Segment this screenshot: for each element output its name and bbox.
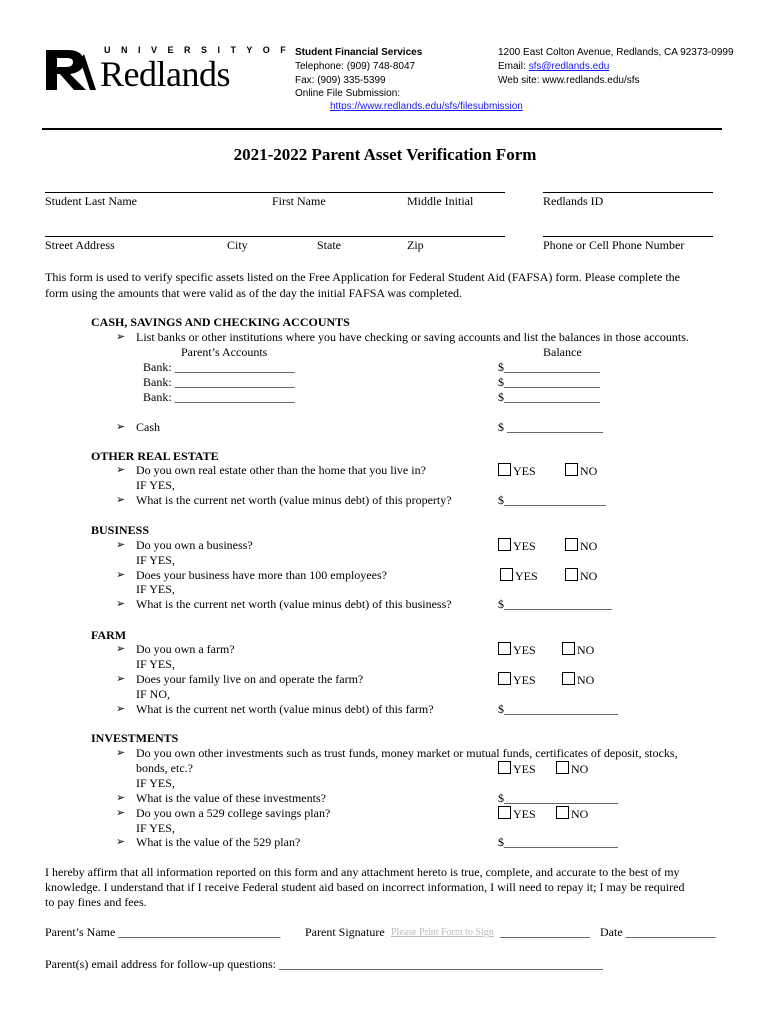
yes-label: YES [515,569,538,583]
checkbox[interactable] [562,642,575,655]
no-label: NO [580,569,598,583]
label-last-name: Student Last Name [45,194,137,208]
col-parents-accounts: Parent’s Accounts [181,345,268,359]
email-label: Email: [498,61,529,72]
name-line [45,192,505,193]
intro-line-2: form using the amounts that were valid as of the day the initial FAFSA was completed. [45,286,463,300]
bank-3[interactable]: Bank: ____________________ [143,390,295,404]
business-ifyes-2: IF YES, [136,582,175,596]
label-phone: Phone or Cell Phone Number [543,238,685,252]
affirm-line-2: knowledge. I understand that if I receive Federal student aid based on incorrect information, I will need to repay it; I may be required [45,880,685,894]
col-balance: Balance [543,345,582,359]
yes-label: YES [513,464,536,478]
checkbox[interactable] [500,568,513,581]
address: 1200 East Colton Avenue, Redlands, CA 92373-0999 [498,47,734,58]
signature-hint[interactable]: Please Print Form to Sign [391,927,494,938]
checkbox[interactable] [565,538,578,551]
farm-ifno: IF NO, [136,687,171,701]
office-name: Student Financial Services [295,47,423,58]
cash-q1: List banks or other institutions where you have checking or saving accounts and list the balances in those accounts. [136,330,689,344]
checkbox[interactable] [556,806,569,819]
investments-q3-yes[interactable] [498,806,536,822]
investments-amount-2[interactable]: $___________________ [498,835,618,849]
telephone: Telephone: (909) 748-8047 [295,61,416,72]
checkbox[interactable] [565,463,578,476]
realestate-ifyes: IF YES, [136,478,175,492]
intro-line-1: This form is used to verify specific assets listed on the Free Application for Federal Student Aid (FAFSA) form. Please complete the [45,270,680,284]
investments-amount-1[interactable]: $___________________ [498,791,618,805]
investments-ifyes-2: IF YES, [136,821,175,835]
parent-signature-label: Parent Signature [305,925,385,939]
checkbox[interactable] [562,672,575,685]
farm-q2-yes[interactable] [498,672,536,688]
online-submission-link[interactable]: https://www.redlands.edu/sfs/filesubmission [330,101,523,112]
parent-email-field[interactable]: Parent(s) email address for follow-up questions: ______________________________________________________ [45,957,603,971]
no-label: NO [571,807,589,821]
email-link[interactable]: sfs@redlands.edu [528,61,610,72]
checkbox[interactable] [498,538,511,551]
checkbox[interactable] [498,761,511,774]
cash-amount[interactable]: $ ________________ [498,420,603,434]
business-q2: Does your business have more than 100 employees? [136,568,387,582]
yes-label: YES [513,673,536,687]
checkbox[interactable] [565,568,578,581]
label-middle-initial: Middle Initial [407,194,474,208]
arrow-bullet-icon: ➢ [116,331,126,343]
investments-q3: Do you own a 529 college savings plan? [136,806,331,820]
realestate-yes[interactable] [498,463,536,479]
logo-top-text: U N I V E R S I T Y O F [104,45,290,55]
farm-q2-no[interactable] [562,672,594,688]
fax: Fax: (909) 335-5399 [295,75,386,86]
business-q1-yes[interactable] [498,538,536,554]
redlands-r-logo-mark [44,48,100,92]
yes-label: YES [513,762,536,776]
signature-line[interactable]: _______________ [500,925,590,939]
checkbox[interactable] [498,642,511,655]
no-label: NO [580,539,598,553]
online-submission-label: Online File Submission: [295,88,401,99]
realestate-q2: What is the current net worth (value minus debt) of this property? [136,493,452,507]
business-q3: What is the current net worth (value minus debt) of this business? [136,597,452,611]
farm-q1-no[interactable] [562,642,594,658]
realestate-amount[interactable]: $_________________ [498,493,606,507]
arrow-bullet-icon: ➢ [116,643,126,655]
parent-name-field[interactable]: Parent’s Name ___________________________ [45,925,281,939]
realestate-q1: Do you own real estate other than the home that you live in? [136,463,426,477]
investments-q1-yes[interactable] [498,761,536,777]
balance-2[interactable]: $________________ [498,375,600,389]
address-line [45,236,505,237]
farm-q1: Do you own a farm? [136,642,235,656]
no-label: NO [577,673,595,687]
farm-ifyes: IF YES, [136,657,175,671]
phone-line [543,236,713,237]
label-city: City [227,238,248,252]
arrow-bullet-icon: ➢ [116,494,126,506]
cash-heading: CASH, SAVINGS AND CHECKING ACCOUNTS [91,315,350,329]
farm-q1-yes[interactable] [498,642,536,658]
yes-label: YES [513,807,536,821]
investments-heading: INVESTMENTS [91,731,179,745]
date-field[interactable]: Date _______________ [600,925,716,939]
checkbox[interactable] [498,463,511,476]
cash-label: Cash [136,420,160,434]
label-redlands-id: Redlands ID [543,194,604,208]
id-line [543,192,713,193]
business-q2-yes[interactable] [500,568,538,584]
no-label: NO [580,464,598,478]
logo-name: Redlands [100,54,230,94]
investments-q1b: bonds, etc.? [136,761,193,775]
realestate-no[interactable] [565,463,597,479]
arrow-bullet-icon: ➢ [116,673,126,685]
business-q1: Do you own a business? [136,538,253,552]
arrow-bullet-icon: ➢ [116,464,126,476]
business-amount[interactable]: $__________________ [498,597,612,611]
header-divider [42,128,722,130]
farm-amount[interactable]: $___________________ [498,702,618,716]
label-street: Street Address [45,238,115,252]
yes-label: YES [513,539,536,553]
arrow-bullet-icon: ➢ [116,792,126,804]
arrow-bullet-icon: ➢ [116,836,126,848]
arrow-bullet-icon: ➢ [116,421,126,433]
bank-2[interactable]: Bank: ____________________ [143,375,295,389]
farm-q3: What is the current net worth (value minus debt) of this farm? [136,702,434,716]
arrow-bullet-icon: ➢ [116,807,126,819]
email-line [498,61,609,72]
realestate-heading: OTHER REAL ESTATE [91,449,219,463]
arrow-bullet-icon: ➢ [116,598,126,610]
farm-heading: FARM [91,628,127,642]
investments-q1a: Do you own other investments such as trust funds, money market or mutual funds, certificates of deposit, stocks, [136,746,678,760]
label-zip: Zip [407,238,424,252]
arrow-bullet-icon: ➢ [116,747,126,759]
investments-q3-no[interactable] [556,806,588,822]
business-q1-no[interactable] [565,538,597,554]
label-first-name: First Name [272,194,326,208]
investments-q1-no[interactable] [556,761,588,777]
checkbox[interactable] [498,672,511,685]
yes-label: YES [513,643,536,657]
business-heading: BUSINESS [91,523,150,537]
no-label: NO [577,643,595,657]
form-title: 2021-2022 Parent Asset Verification Form [233,145,537,164]
arrow-bullet-icon: ➢ [116,703,126,715]
investments-q2: What is the value of these investments? [136,791,326,805]
arrow-bullet-icon: ➢ [116,569,126,581]
label-state: State [317,238,341,252]
affirm-line-1: I hereby affirm that all information reported on this form and any attachment hereto is true, complete, and accurate to the best of my [45,865,680,879]
business-q2-no[interactable] [565,568,597,584]
investments-q4: What is the value of the 529 plan? [136,835,301,849]
affirm-line-3: to pay fines and fees. [45,895,147,909]
no-label: NO [571,762,589,776]
arrow-bullet-icon: ➢ [116,539,126,551]
checkbox[interactable] [498,806,511,819]
bank-1[interactable]: Bank: ____________________ [143,360,295,374]
balance-3[interactable]: $________________ [498,390,600,404]
website: Web site: www.redlands.edu/sfs [498,75,640,86]
farm-q2: Does your family live on and operate the farm? [136,672,364,686]
balance-1[interactable]: $________________ [498,360,600,374]
investments-ifyes-1: IF YES, [136,776,175,790]
business-ifyes-1: IF YES, [136,553,175,567]
checkbox[interactable] [556,761,569,774]
